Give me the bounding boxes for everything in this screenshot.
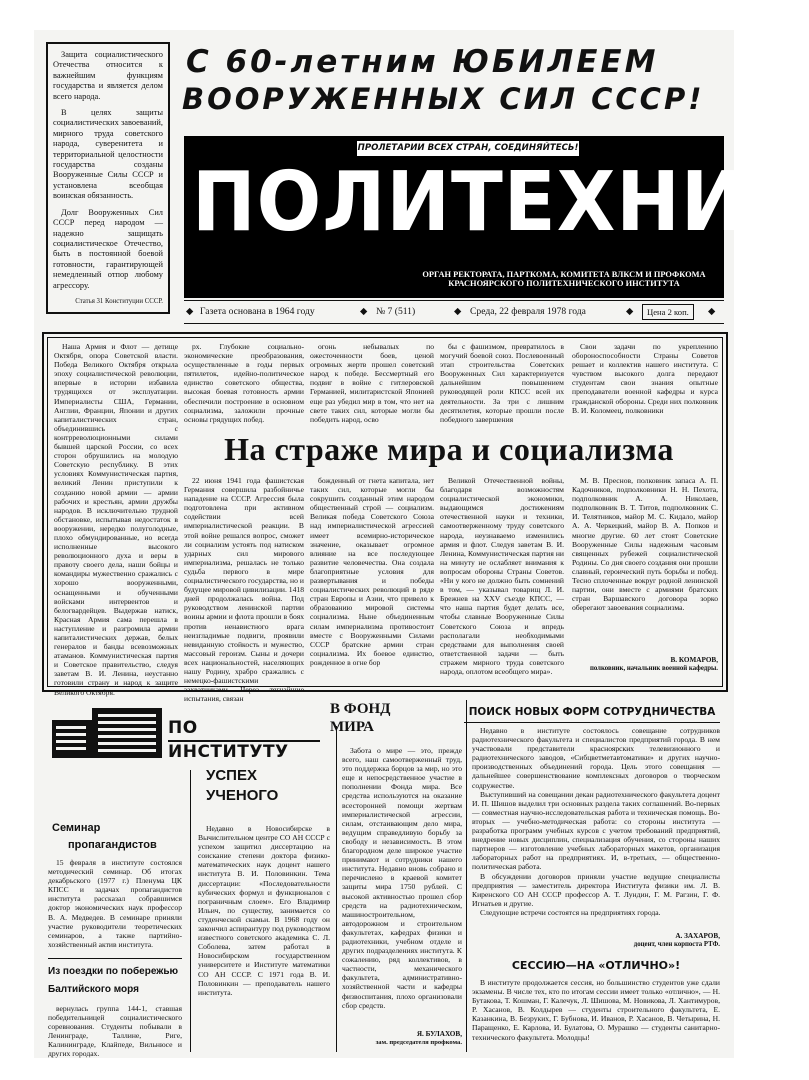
seminar-text	[48, 858, 182, 954]
article-text: Свои задачи по укреплению обороноспособности Страны Советов решает и коллектив нашего института. С чувством высокого долга передают студентам свои знания опытные преподаватели военной кафедры и курса гражданской обороны. Среди них полковник В. И. Коломеец, полковники	[572, 342, 718, 415]
signature-name: А. ЗАХАРОВ,	[675, 932, 720, 940]
article-text: божденный от гнета капитала, нет таких сил, которые могли бы сокрушить созданный этим народом общественный строй — социализм. Великая победа Советского Союза над империалистической агрессией имеет всемирно-историческое значение, оказывает огромное влияние на все последующее развитие человечества. Она создала благоприятные условия для развертывания и победы социалистических революций в ряде стран Европы и Азии, что привело к образованию мировой системы социализма. Ныне объединенным силам империализма противостоит вместе с Вооруженными Силами СССР братские армии стран социализма. Их боевое единство, рожденное в огне бор	[310, 476, 434, 667]
article-column	[440, 342, 564, 424]
article-text: 22 июня 1941 года фашистская Германия совершила разбойничье нападение на СССР. Агрессия была подготовлена при активном содействии всей империалистической реакции. В этой войне решался вопрос, сможет ли социализм устоять под натиском ударных сил мирового империализма, решалась не только судьба первого в мире социалистического государства, но и будущее мировой цивилизации. 1418 дней продолжалась война. Под руководством ленинской партии воины армии и флота прошли в боях против ненавистного врага неизгладимые подвиги, проявили невиданную стойкость и мужество, массовый героизм. Сыны и дочери всех национальностей, населяющих нашу Родину, храбро сражались с немецко-фашистскими захватчиками. Через тягчайшие испытания, связан	[184, 476, 304, 704]
trip-text	[48, 1004, 182, 1059]
main-article-inner	[47, 337, 723, 704]
building-icon	[52, 704, 162, 758]
constitution-quote-box	[46, 42, 170, 314]
masthead-organ-bar	[184, 270, 724, 298]
article-column	[54, 342, 178, 697]
peace-title-line: В ФОНД	[330, 701, 391, 717]
seminar-title	[52, 822, 157, 852]
session-text	[472, 978, 720, 1052]
success-title-line: УСПЕХ	[206, 767, 257, 784]
article-text: Выступивший на совещании декан радиотехнического факультета доцент И. П. Шишов выделил три основных раздела таких соглашений. Во-первых — совместная научно-исследовательская работа и техническая помощь. Во-вторых — учебно-методическая работа: со стороны института — разработка программ учебных курсов с учетом требований предприятий, внедрение новых дисциплин, специализация обучения, со стороны наших партнеров — изготовление учебных лабораторных макетов, организация лабораторных работ на предприятиях. И, в-третьих, — общественно-политическая работа.	[472, 789, 720, 872]
bullet-icon: ◆	[360, 306, 368, 317]
jubilee-headline	[182, 44, 722, 118]
trip-title	[48, 966, 182, 996]
signature-title: зам. председателя профкома.	[375, 1038, 462, 1046]
article-text: Великой Отечественной войны, благодаря возможностям социалистической экономики, выдающимся достижениям отечественной науки и техники, самоотверженному труду советского народа, неузнаваемо изменились армия и флот. Следуя заветам В. И. Ленина, Коммунистическая партия ни на минуту не ослабляет внимания к вопросам обороны Страны Советов. «Ни у кого не должно быть сомнений в том, — указывал товарищ Л. И. Брежнев на XXV съезде КПСС, — что наша партия будет делать все, чтобы славные Вооруженные Силы Советского Союза и впредь располагали необходимыми средствами для выполнения своей ответственной задачи — быть стражем мирного труда советского народа, оплотом всеобщего мира».	[440, 476, 564, 676]
institute-section-logo	[44, 702, 344, 762]
signature-name: В. КОМАРОВ,	[670, 656, 718, 664]
issue-number: № 7 (511)	[376, 306, 416, 317]
column-divider	[190, 770, 191, 1052]
bullet-icon: ◆	[626, 306, 634, 317]
article-column	[184, 476, 304, 704]
article-text: Недавно в Новосибирске в Вычислительном центре СО АН СССР с успехом защитил диссертацию на соискание степени доктора физико-математических наук доцент нашего института В. И. Половинкин. Тема диссертации: «Последовательности кубических формул и функционалов с пограничным слоем». Его Владимир Ильич, по существу, занимается со студенческой скамьи. В 1968 году он закончил аспирантуру под руководством известного советского академика С. Л. Соболева, затем работал в Новосибирском государственном университете и Институте математики СО АН СССР. С 1971 года В. И. Половинкин — преподаватель нашего института.	[198, 824, 330, 997]
article-signature	[572, 656, 718, 673]
peace-fund-title	[330, 700, 390, 736]
bullet-icon: ◆	[186, 306, 194, 317]
article-text: Забота о мире — это, прежде всего, наш самоотверженный труд, это поддержка борцов за мир, но это еще и непосредственное участие в пополнении Фонда мира. Все средства используются на оказание всесторонней помощи жертвам империалистической агрессии, силам, отстаивающим дело мира, ведущим справедливую борьбу за свободу и независимость. В этом благородном деле широкое участие принимают и сотрудники нашего института. Недавно вновь собрано и перечислено в краевой комитет защиты мира 1750 рублей. С высокой активностью прошел сбор средств на радиотехническом, машиностроительном, автодорожном и строительном факультетах, кафедрах физики и радиотехники, учебном отделе и других подразделениях института. К сожалению, ряд коллективов, в частности, механического факультета, административно-хозяйственной части и кафедры физвоспитания, плохо организовали сбор средств.	[342, 746, 462, 1010]
article-text: Недавно в институте состоялось совещание сотрудников радиотехнического факультета и специалистов предприятий города. В нем участвовали представители красноярских телевизионного и радиотехнического заводов, «Сибцветметавтоматики» и других научно-производственных объединений города. Цель этого совещания — дальнейшее совершенствование комплексных договоров о творческом содружестве.	[472, 726, 720, 790]
main-headline: На страже мира и социализма	[224, 431, 674, 467]
divider	[48, 958, 182, 959]
founded-text: Газета основана в 1964 году	[200, 306, 315, 317]
signature-title: доцент, член корпоста РТФ.	[633, 940, 720, 948]
article-column	[310, 342, 434, 424]
peace-title-line: МИРА	[330, 719, 374, 735]
article-text: Наша Армия и Флот — детище Октября, опора Советской власти. Победа Великого Октября открыла эпоху социалистической революции, впервые в истории избавила трудящихся от эксплуатации. Империалисты США, Германии, Англии, Франции, Японии и других капиталистических стран, объединившись с контрреволюционными силами бывшей царской России, со всех сторон обрушились на молодую Советскую республику. В этих условиях Коммунистическая партия, великий Ленин приступили к созданию новой армии — армии рабочих и крестьян, армии дружбы народов. В исключительно трудной обстановке, испытывая недостаток в вооружении, нередко полуголодные, плохо обмундированные, но всегда исполненные высокого революционного духа и веры в правоту своего дела, наши бойцы и командиры мужественно сражались с хорошо вооруженными, оснащенными и обученными войсками интервентов и белогвардейцев. Выдержав натиск, Красная Армия сама перешла в наступление и разгромила армии капиталистических держав, белых генералов и банды всевозможных атаманов. Коммунистическая партия и Советское правительство, следуя заветам В. И. Ленина, неустанно готовили страну и народ к защите Великого Октября.	[54, 342, 178, 697]
institute-section-title: ПО ИНСТИТУТУ	[168, 716, 320, 742]
cooperation-text	[472, 726, 720, 917]
article-text: огонь небывалых по ожесточенности боев, ценой огромных жертв прошел советский народ к победе. Бессмертный его подвиг в войне с гитлеровской Германией, милитаристской Японией еще раз убедил мир в том, что нет на свете таких сил, которые могли бы победить народ, осво	[310, 342, 434, 424]
quote-paragraph: В целях защиты социалистических завоеваний, мирного труда советского народа, суверенитета и территориальной целостности государства созданы Вооруженные Силы СССР и установлена всеобщая воинская обязанность.	[53, 108, 163, 201]
article-text: М. В. Преснов, полковник запаса А. П. Кадочников, подполковники Н. Н. Пехота, подполковник А. А. Николаев, подполковник В. Т. Титов, подполковник С. И. Телятников, майор М. С. Кидало, майор А. А. Черкецкий, майор В. А. Попков и многие другие. 60 лет стоят Советские Вооруженные Силы надежным часовым священных рубежей социалистической Родины. Со дня своего создания они прошли славный, героический путь борьбы и побед. Тесно сплоченные вокруг родной ленинской партии, они вместе с армиями братских стран Варшавского договора зорко оберегают завоевания социализма.	[572, 476, 718, 613]
article-text: рх. Глубокие социально-экономические преобразования, осуществленные в годы первых пятилеток, идейно-политическое единство советского общества, высокая боевая готовность армии обеспечили построение в основном социализма, заложили прочные основы грядущих побед.	[184, 342, 304, 424]
masthead-organ: ОРГАН РЕКТОРАТА, ПАРТКОМА, КОМИТЕТА ВЛКСМ И ПРОФКОМА КРАСНОЯРСКОГО ПОЛИТЕХНИЧЕСКОГО ИНСТИТУТА	[422, 270, 706, 289]
jubilee-line-1: С 60-летним ЮБИЛЕЕМ	[186, 44, 659, 80]
article-column	[572, 476, 718, 652]
newspaper-title: ПОЛИТЕХНИК	[192, 153, 809, 250]
signature-name: Я. БУЛАХОВ,	[416, 1030, 462, 1038]
session-title: СЕССИЮ—НА «ОТЛИЧНО»!	[511, 959, 681, 972]
trip-title-line: Балтийского моря	[48, 984, 139, 995]
column-divider	[336, 726, 337, 1052]
issue-date: Среда, 22 февраля 1978 года	[470, 306, 586, 317]
jubilee-line-2: ВООРУЖЕННЫХ СИЛ СССР!	[182, 82, 705, 116]
issue-info-line	[184, 300, 724, 324]
success-text	[198, 824, 330, 1052]
cooperation-title: ПОИСК НОВЫХ ФОРМ СОТРУДНИЧЕСТВА	[464, 702, 720, 723]
masthead-slogan: ПРОЛЕТАРИИ ВСЕХ СТРАН, СОЕДИНЯЙТЕСЬ!	[356, 140, 580, 157]
main-article-frame	[42, 332, 728, 704]
article-text: В обсуждении договоров приняли участие ведущие специалисты предприятия — заместитель директора Института физики им. Л. В. Киренского СО АН СССР профессор А. Т. Лундин, Г. М. Рагзин, Г. Ф. Игнатьев и другие.	[472, 871, 720, 908]
article-column	[440, 476, 564, 688]
article-text: бы с фашизмом, превратилось в могучий боевой союз. Послевоенный этап строительства Советских Вооруженных Сил характеризуется дальнейшим повышением руководящей роли КПСС всей их деятельности. За три с лишним десятилетия, которые прошли после победного завершения	[440, 342, 564, 424]
article-text: Следующие встречи состоятся на предприятиях города.	[480, 907, 661, 917]
quote-source: Статья 31 Конституции СССР.	[75, 297, 163, 305]
article-column	[572, 342, 718, 424]
success-title-line: УЧЕНОГО	[206, 787, 279, 804]
cooperation-signature	[472, 932, 720, 949]
article-text: В институте продолжается сессия, но большинство студентов уже сдали экзамены. В числе тех, кто по итогам сессии имеет только «отлично», — Н. Бутакова, Т. Кошман, Г. Калечук, Л. Шишова, М. Новикова, Л. Хантимуров, Р. Хасанов, В. Колдырев — студенты строительного факультета, Е. Казанкина, В. Безруких, Г. Бубнова, И. Иванов, Р. Хасанов, В. Четырина, Н. Паращенко, Е. Карлова, И. Булатова, О. Мурашко — студенты санитарно-технического факультета. Молодцы!	[472, 978, 720, 1042]
column-divider	[466, 700, 467, 1052]
newspaper-page	[34, 30, 809, 1059]
article-text: 15 февраля в институте состоялся методический семинар. Об итогах декабрьского (1977 г.) Пленума ЦК КПСС и задачах пропагандистов института рассказал собравшимся доктор экономических наук профессор В. А. Медведев. В семинаре приняли участие руководители теоретических семинаров, а также партийно-хозяйственный актив института.	[48, 858, 182, 949]
article-column	[184, 342, 304, 424]
article-column	[310, 476, 434, 688]
seminar-title-line: Семинар	[52, 822, 101, 834]
article-text: вернулась группа 144-1, ставшая победительницей социалистического соревнования. Студенты побывали в Ленинграде, Таллине, Риге, Калининграде, Клайпеде, Вильнюсе и других городах.	[48, 1004, 182, 1059]
peace-fund-signature	[334, 1030, 462, 1047]
quote-paragraph: Долг Вооруженных Сил СССР перед народом — надежно защищать социалистическое Отечество, быть в постоянной боевой готовности, гарантирующей немедленный отпор любому агрессору.	[53, 207, 163, 290]
signature-title: полковник, начальник военной кафедры.	[589, 664, 718, 672]
trip-title-line: Из поездки по побережью	[48, 966, 179, 977]
seminar-title-line: пропагандистов	[68, 839, 157, 851]
masthead	[184, 136, 809, 284]
success-title	[206, 766, 278, 806]
price-badge: Цена 2 коп.	[642, 304, 694, 320]
peace-fund-text	[342, 746, 462, 1028]
quote-paragraph: Защита социалистического Отечества относится к важнейшим функциям государства и является делом всего народа.	[53, 50, 163, 101]
bullet-icon: ◆	[708, 306, 716, 317]
bullet-icon: ◆	[454, 306, 462, 317]
